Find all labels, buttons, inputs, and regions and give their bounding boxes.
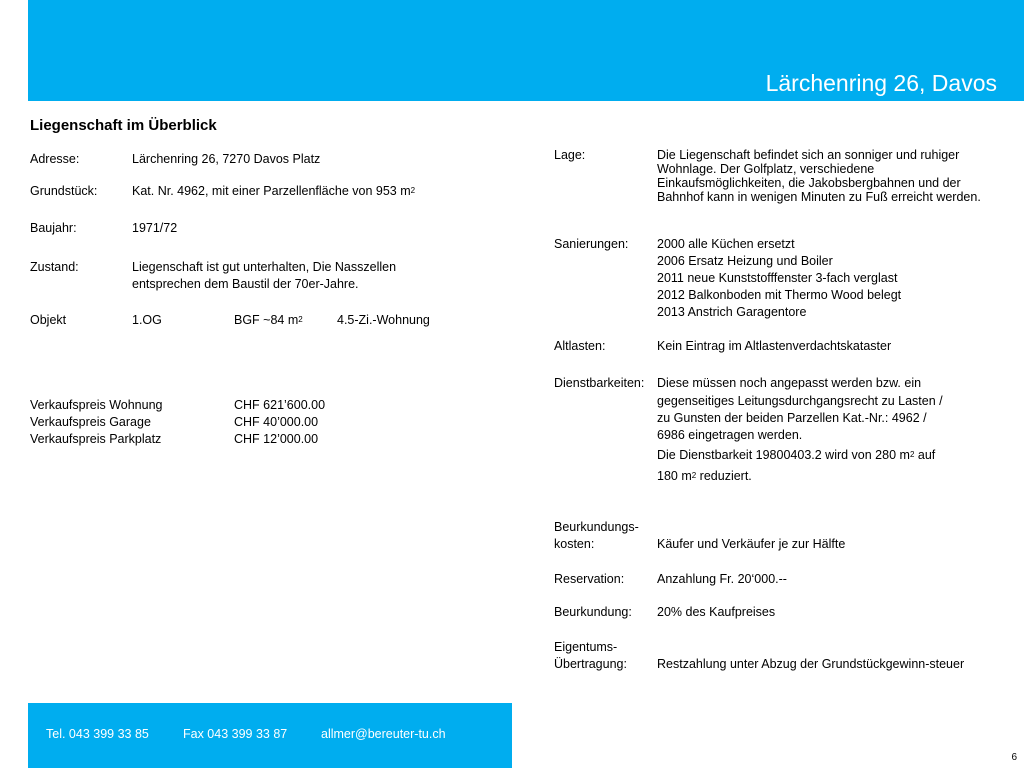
section-title: Liegenschaft im Überblick (30, 117, 217, 134)
lage-label: Lage: (554, 148, 586, 162)
dienst-line-6-end: reduziert. (696, 469, 752, 483)
eigentum-value: Restzahlung unter Abzug der Grundstückgewinn-steuer (657, 657, 965, 671)
zustand-label: Zustand: (30, 260, 79, 274)
price-value: CHF 12’000.00 (234, 432, 319, 446)
footer-phone: Tel. 043 399 33 85 (46, 727, 149, 741)
eigentum-label-2: Übertragung: (554, 657, 627, 671)
price-value: CHF 621’600.00 (234, 398, 326, 412)
grundstueck-sup: 2 (410, 186, 416, 195)
objekt-floor: 1.OG (132, 313, 162, 327)
dienst-line-5-end: auf (914, 448, 936, 462)
sanierung-item: 2006 Ersatz Heizung und Boiler (657, 254, 833, 268)
page-number: 6 (1011, 752, 1017, 763)
baujahr-label: Baujahr: (30, 221, 77, 235)
sanierung-item: 2012 Balkonboden mit Thermo Wood belegt (657, 288, 902, 302)
objekt-label: Objekt (30, 313, 67, 327)
dienst-line-6-sup: 2 (691, 471, 697, 480)
beurkundung-value: 20% des Kaufpreises (657, 605, 776, 619)
price-label: Verkaufspreis Wohnung (30, 398, 163, 412)
grundstueck-label: Grundstück: (30, 184, 98, 198)
price-value: CHF 40’000.00 (234, 415, 319, 429)
dienstbarkeiten-line-3: zu Gunsten der beiden Parzellen Kat.-Nr.: 4962 / (657, 411, 927, 425)
dienstbarkeiten-line-6 (657, 468, 752, 485)
page-title: Lärchenring 26, Davos (765, 70, 997, 96)
footer-bar (28, 703, 512, 768)
dienstbarkeiten-line-5 (657, 447, 935, 464)
zustand-line-2: entsprechen dem Baustil der 70er-Jahre. (132, 277, 359, 291)
adresse-value: Lärchenring 26, 7270 Davos Platz (132, 152, 321, 166)
objekt-bgf-sup: 2 (298, 315, 303, 324)
objekt-bgf-text: BGF ~84 m (234, 313, 299, 327)
beurkundungskosten-label-1: Beurkundungs- (554, 520, 639, 534)
dienstbarkeiten-label: Dienstbarkeiten: (554, 376, 645, 390)
sanierungen-label: Sanierungen: (554, 237, 629, 251)
footer-fax: Fax 043 399 33 87 (183, 727, 288, 741)
adresse-label: Adresse: (30, 152, 80, 166)
lage-value: Die Liegenschaft befindet sich an sonniger und ruhiger Wohnlage. Der Golfplatz, verschiedene Einkaufsmöglichkeiten, die Jakobsbergbahnen und der Bahnhof kann in wenigen Minuten zu Fuß erreicht werden. (657, 148, 981, 204)
dienstbarkeiten-line-1: Diese müssen noch angepasst werden bzw. ein (657, 376, 922, 390)
reservation-value: Anzahlung Fr. 20‘000.-- (657, 572, 787, 586)
dienst-line-6-text: 180 m (657, 469, 692, 483)
beurkundung-label: Beurkundung: (554, 605, 632, 619)
altlasten-label: Altlasten: (554, 339, 606, 353)
altlasten-value: Kein Eintrag im Altlastenverdachtskataster (657, 339, 892, 353)
reservation-label: Reservation: (554, 572, 625, 586)
beurkundungskosten-value: Käufer und Verkäufer je zur Hälfte (657, 537, 846, 551)
baujahr-value: 1971/72 (132, 221, 178, 235)
price-label: Verkaufspreis Garage (30, 415, 151, 429)
beurkundungskosten-label-2: kosten: (554, 537, 595, 551)
grundstueck-text: Kat. Nr. 4962, mit einer Parzellenfläche von 953 m (132, 184, 411, 198)
zustand-line-1: Liegenschaft ist gut unterhalten, Die Nasszellen (132, 260, 397, 274)
price-label: Verkaufspreis Parkplatz (30, 432, 162, 446)
eigentum-label-1: Eigentums- (554, 640, 618, 654)
dienst-line-5-sup: 2 (909, 450, 915, 459)
footer-email[interactable]: allmer@bereuter-tu.ch (321, 727, 446, 741)
sanierung-item: 2000 alle Küchen ersetzt (657, 237, 795, 251)
grundstueck-value (132, 183, 415, 200)
header-bar (28, 0, 1024, 101)
sanierung-item: 2013 Anstrich Garagentore (657, 305, 807, 319)
dienstbarkeiten-line-2: gegenseitiges Leitungsdurchgangsrecht zu Lasten / (657, 394, 943, 408)
objekt-bgf (234, 312, 303, 329)
dienst-line-5-text: Die Dienstbarkeit 19800403.2 wird von 280 m (657, 448, 910, 462)
objekt-rooms: 4.5-Zi.-Wohnung (337, 313, 430, 327)
sanierung-item: 2011 neue Kunststofffenster 3-fach verglast (657, 271, 898, 285)
dienstbarkeiten-line-4: 6986 eingetragen werden. (657, 428, 803, 442)
